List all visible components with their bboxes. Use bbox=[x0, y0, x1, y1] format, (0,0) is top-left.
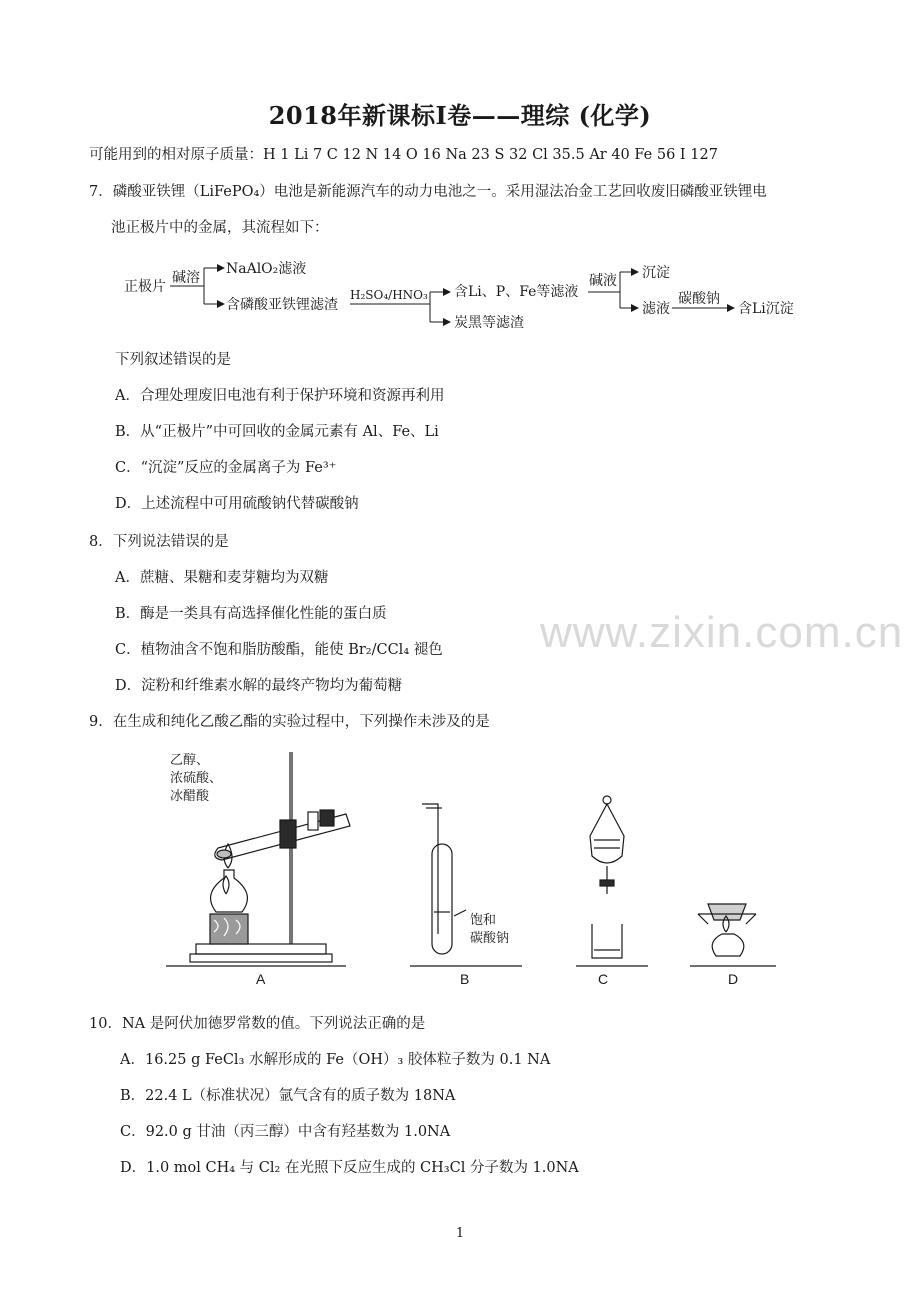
q10-option-b: B．22.4 L（标准状况）氩气含有的质子数为 18NA bbox=[120, 1088, 456, 1104]
q9-stem: 9．在生成和纯化乙酸乙酯的实验过程中，下列操作未涉及的是 bbox=[89, 714, 490, 730]
flow-out5: 沉淀 bbox=[642, 265, 670, 281]
q7-stem-line1: 7．磷酸亚铁锂（LiFePO₄）电池是新能源汽车的动力电池之一。采用湿法冶金工艺回收废旧磷酸亚铁锂电 bbox=[89, 184, 767, 200]
q9-apparatus bbox=[160, 744, 780, 994]
flow-out3: 含Li、P、Fe等滤液 bbox=[454, 284, 579, 300]
reagent-2: 浓硫酸、 bbox=[170, 771, 223, 786]
apparatus-label-b: B bbox=[460, 971, 470, 987]
flow-step4: 碳酸钠 bbox=[678, 291, 720, 307]
flow-step2: H₂SO₄/HNO₃ bbox=[350, 288, 428, 302]
solution-2: 碳酸钠 bbox=[470, 931, 510, 946]
watermark: www.zixin.com.cn bbox=[540, 608, 904, 657]
apparatus-label-a: A bbox=[256, 971, 266, 987]
q7-flowchart bbox=[124, 254, 814, 334]
apparatus-label-d: D bbox=[728, 971, 739, 987]
q7-option-c: C．“沉淀”反应的金属离子为 Fe³⁺ bbox=[115, 460, 337, 476]
q7-prompt: 下列叙述错误的是 bbox=[115, 352, 231, 368]
flow-out1: NaAlO₂滤液 bbox=[226, 261, 307, 277]
flow-start: 正极片 bbox=[124, 279, 166, 295]
q10-option-a: A．16.25 g FeCl₃ 水解形成的 Fe（OH）₃ 胶体粒子数为 0.1 NA bbox=[120, 1052, 551, 1068]
q8-option-b: B．酶是一类具有高选择催化性能的蛋白质 bbox=[115, 606, 387, 622]
q8-stem: 8．下列说法错误的是 bbox=[89, 534, 229, 550]
page-title: 2018年新课标I卷——理综 (化学) bbox=[268, 101, 652, 130]
q7-option-b: B．从“正极片”中可回收的金属元素有 Al、Fe、Li bbox=[115, 424, 439, 440]
flow-step3: 碱液 bbox=[589, 273, 617, 289]
flow-out4: 炭黑等滤渣 bbox=[454, 315, 524, 331]
q10-option-d: D．1.0 mol CH₄ 与 Cl₂ 在光照下反应生成的 CH₃Cl 分子数为 1.0NA bbox=[120, 1160, 579, 1176]
page-number: 1 bbox=[455, 1226, 465, 1241]
q10-option-c: C．92.0 g 甘油（丙三醇）中含有羟基数为 1.0NA bbox=[120, 1124, 451, 1140]
flow-out6: 滤液 bbox=[642, 301, 670, 317]
flow-out2: 含磷酸亚铁锂滤渣 bbox=[226, 297, 338, 313]
flow-step1: 碱溶 bbox=[172, 270, 200, 286]
q8-option-d: D．淀粉和纤维素水解的最终产物均为葡萄糖 bbox=[115, 678, 403, 694]
q10-stem: 10．NA 是阿伏加德罗常数的值。下列说法正确的是 bbox=[89, 1016, 426, 1032]
solution-1: 饱和 bbox=[470, 913, 497, 928]
atomic-masses: 可能用到的相对原子质量：H 1 Li 7 C 12 N 14 O 16 Na 23 S 32 Cl 35.5 Ar 40 Fe 56 I 127 bbox=[89, 147, 718, 163]
q7-stem-line2: 池正极片中的金属，其流程如下： bbox=[111, 220, 329, 236]
q7-option-d: D．上述流程中可用硫酸钠代替碳酸钠 bbox=[115, 496, 359, 512]
q8-option-c: C．植物油含不饱和脂肪酸酯，能使 Br₂/CCl₄ 褪色 bbox=[115, 642, 443, 658]
flow-out7: 含Li沉淀 bbox=[738, 301, 794, 317]
reagent-3: 冰醋酸 bbox=[170, 789, 210, 804]
q8-option-a: A．蔗糖、果糖和麦芽糖均为双糖 bbox=[115, 570, 329, 586]
apparatus-label-c: C bbox=[598, 971, 609, 987]
q7-option-a: A．合理处理废旧电池有利于保护环境和资源再利用 bbox=[115, 388, 445, 404]
reagent-1: 乙醇、 bbox=[170, 753, 210, 768]
